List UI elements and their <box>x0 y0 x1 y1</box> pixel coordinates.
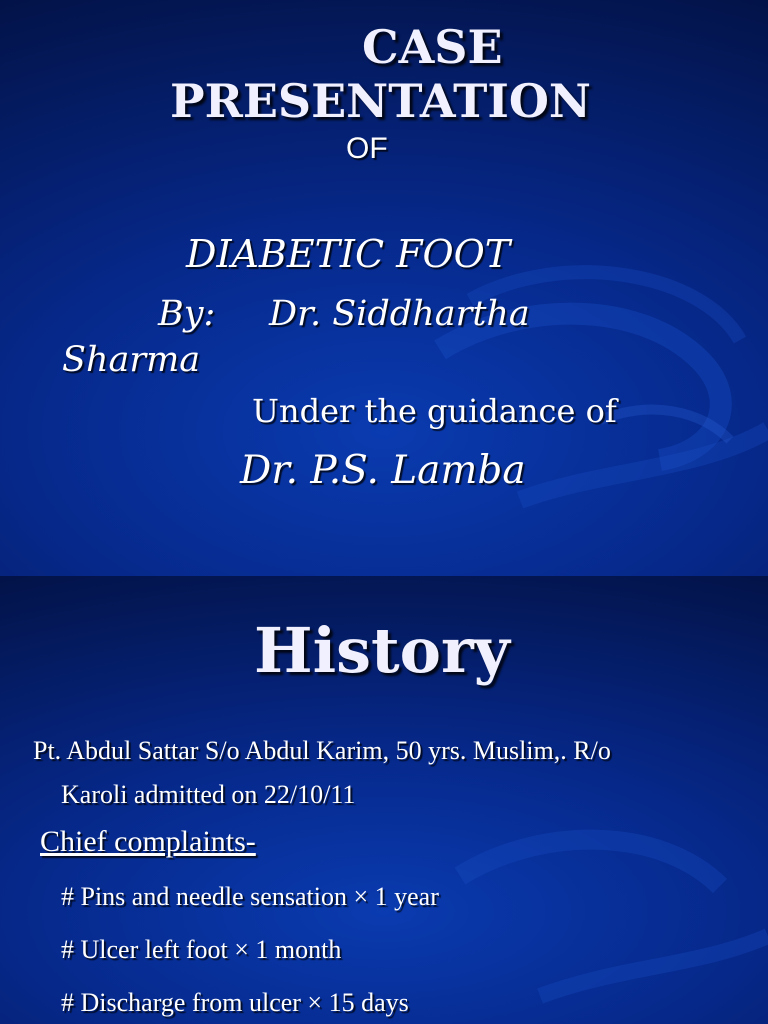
presenter-name-line-2: Sharma <box>62 340 201 380</box>
complaint-item: # Discharge from ulcer × 15 days <box>61 988 409 1017</box>
by-label: By: <box>158 294 216 334</box>
complaint-item: # Ulcer left foot × 1 month <box>61 935 342 964</box>
title-line-1: CASE <box>362 20 503 74</box>
slide-title: History <box>254 614 510 687</box>
title-line-2: PRESENTATION <box>170 74 591 128</box>
guide-name: Dr. P.S. Lamba <box>240 448 526 493</box>
presenter-name-line-1: Dr. Siddhartha <box>269 294 530 334</box>
patient-details-line-2: Karoli admitted on 22/10/11 <box>61 780 356 809</box>
subject-title: DIABETIC FOOT <box>186 232 511 276</box>
patient-details-line-1: Pt. Abdul Sattar S/o Abdul Karim, 50 yrs. Muslim,. R/o <box>33 736 611 765</box>
complaint-item: # Pins and needle sensation × 1 year <box>61 882 439 911</box>
chief-complaints-heading: Chief complaints- <box>40 825 256 858</box>
history-slide <box>0 576 768 1024</box>
of-text: OF <box>346 132 388 165</box>
guidance-text: Under the guidance of <box>252 392 617 430</box>
